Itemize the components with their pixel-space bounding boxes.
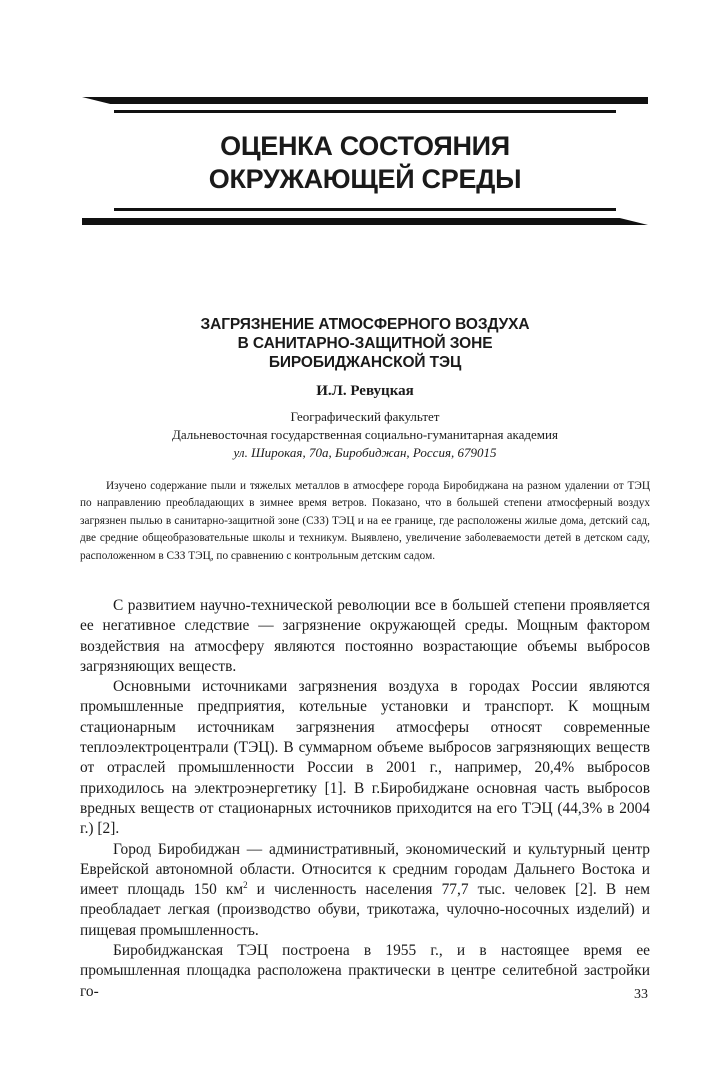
- header-rule-bottom-thin: [114, 208, 616, 211]
- author-name: И.Л. Ревуцкая: [316, 383, 414, 399]
- header-rule-top-thick: [82, 97, 648, 104]
- affiliation-institution: Дальневосточная государственная социально-гуманитарная академия: [172, 427, 558, 442]
- section-title: [82, 130, 648, 196]
- article-title: [82, 315, 648, 372]
- article-title-line: БИРОБИДЖАНСКОЙ ТЭЦ: [268, 354, 462, 371]
- header-rule-bottom-thick: [82, 218, 648, 225]
- body-paragraph: С развитием научно-технической революции все в большей степени проявляется ее негативное следствие — загрязнение окружающей среды. Мощным фактором воздействия на атмосферу являются постоянно возрастающие объемы выбросов загрязняющих веществ.: [80, 597, 650, 675]
- body-paragraph: [80, 840, 650, 941]
- article-title-line: ЗАГРЯЗНЕНИЕ АТМОСФЕРНОГО ВОЗДУХА: [200, 316, 530, 333]
- affiliation-address: ул. Широкая, 70а, Биробиджан, Россия, 679015: [233, 445, 497, 460]
- body-paragraph-text: Город Биробиджан — административный, экономический и культурный центр Еврейской автономной области. Относится к средним городам Дальнего Востока и имеет площадь 150 км: [80, 840, 650, 899]
- article-title-line: В САНИТАРНО-ЗАЩИТНОЙ ЗОНЕ: [237, 335, 493, 352]
- affiliation-faculty: Географический факультет: [290, 409, 440, 424]
- affiliation-block: [82, 408, 648, 462]
- superscript: 2: [243, 880, 248, 891]
- page-number: 33: [634, 987, 648, 1002]
- abstract-text: Изучено содержание пыли и тяжелых металлов в атмосфере города Биробиджана на разном удалении от ТЭЦ по направлению преобладающих в зимнее время ветров. Показано, что в большей степени атмосферный воздух загрязнен пылью в санитарно-защитной зоне (СЗЗ) ТЭЦ и на ее границе, где расположены жилые дома, детский сад, две средние общеобразовательные школы и техникум. Выявлено, увеличение заболеваемости детей в детском саду, расположенном в СЗЗ ТЭЦ, по сравнению с контрольным детским садом.: [80, 480, 650, 562]
- body-paragraph: Биробиджанская ТЭЦ построена в 1955 г., и в настоящее время ее промышленная площадка расположена практически в центре селитебной застройки го-: [80, 942, 650, 1000]
- section-title-line: ОЦЕНКА СОСТОЯНИЯ: [220, 131, 510, 161]
- section-title-line: ОКРУЖАЮЩЕЙ СРЕДЫ: [208, 164, 522, 194]
- abstract: [80, 478, 650, 565]
- body-text: [80, 596, 650, 1002]
- body-paragraph-text: и численность населения 77,7 тыс. человек [2]. В нем преобладает легкая (производство обуви, трикотажа, чулочно-носочных изделий) и пищевая промышленность.: [80, 881, 650, 939]
- header-rule-top-thin: [114, 110, 616, 113]
- body-paragraph: Основными источниками загрязнения воздуха в городах России являются промышленные предприятия, котельные установки и транспорт. К мощным стационарным источникам загрязнения атмосферы относят современные теплоэлектроцентрали (ТЭЦ). В суммарном объеме выбросов загрязняющих веществ от отраслей промышленности России в 2001 г., например, 20,4% выбросов приходилось на электроэнергетику [1]. В г.Биробиджане основная часть выбросов вредных веществ от стационарных источников приходится на его ТЭЦ (44,3% в 2004 г.) [2].: [80, 678, 650, 838]
